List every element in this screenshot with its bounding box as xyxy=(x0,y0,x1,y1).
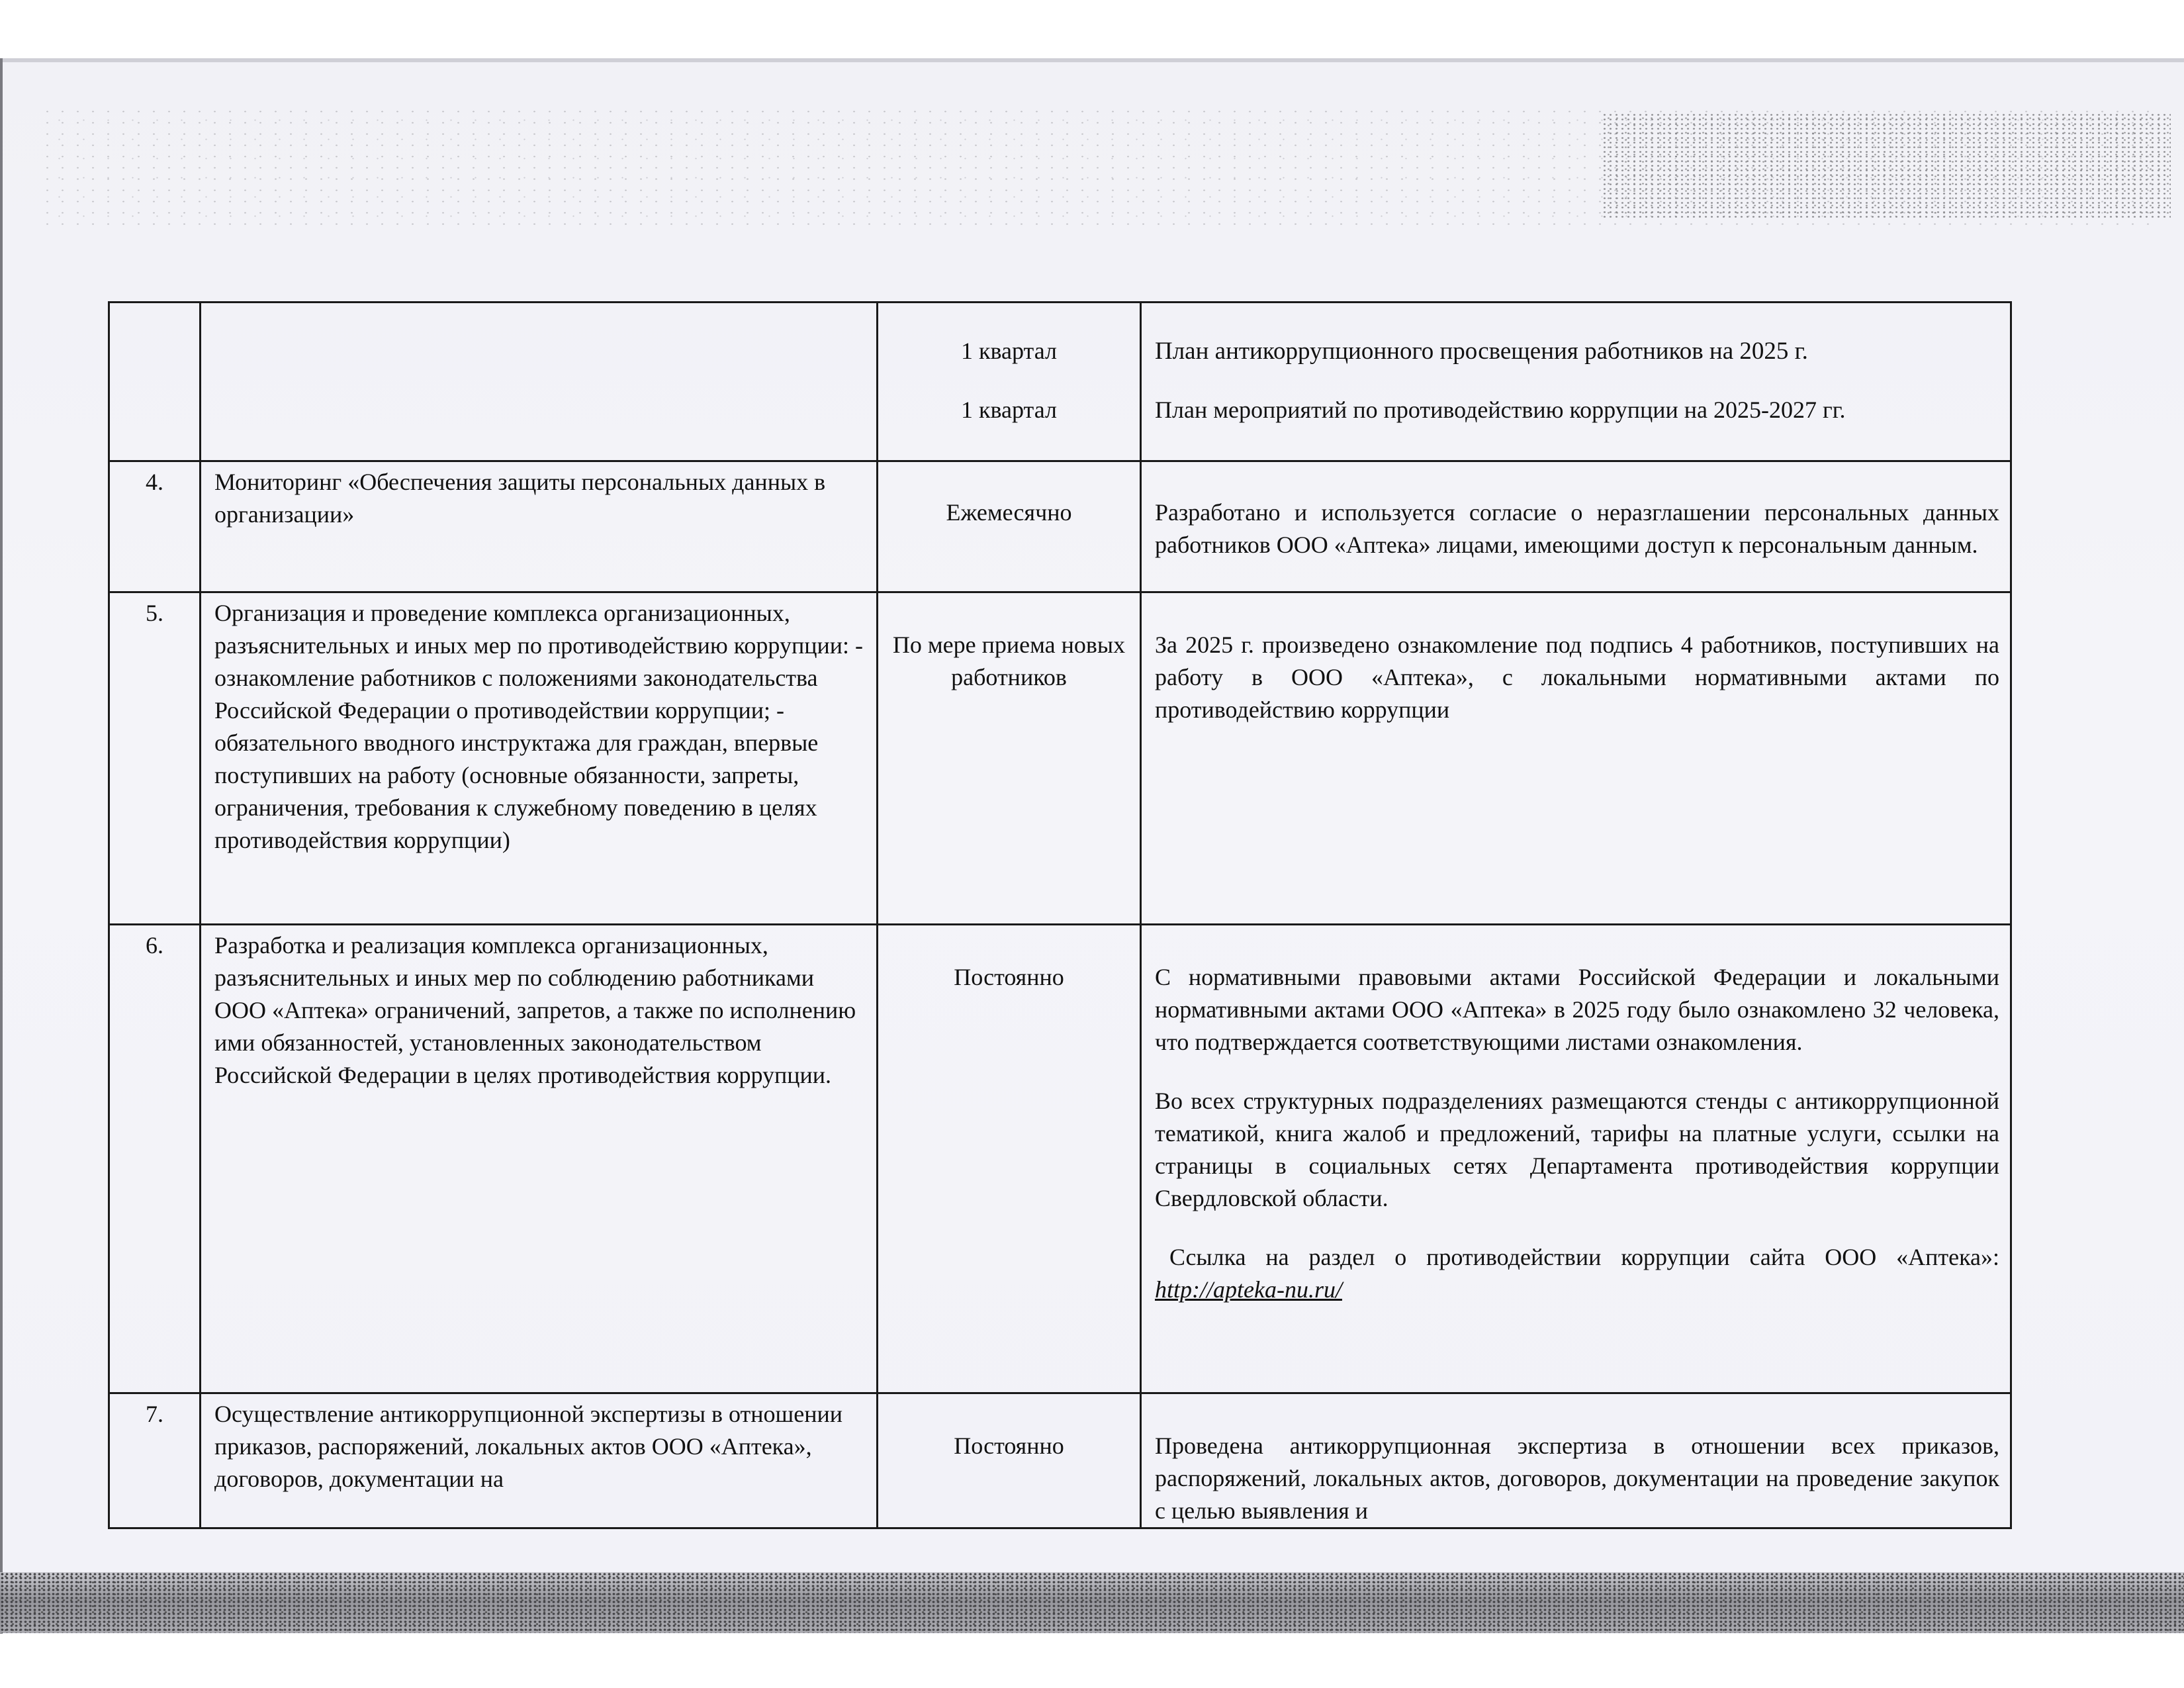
table-row xyxy=(109,592,2011,925)
row-number-cell xyxy=(109,303,201,461)
event-text: Осуществление антикоррупционной экспертизы в отношении приказов, распоряжений, локальных актов ООО «Аптека», договоров, документации на xyxy=(214,1401,843,1492)
event-cell xyxy=(201,592,878,925)
term-text: Постоянно xyxy=(954,1432,1064,1459)
scan-noise-bottom xyxy=(0,1572,2184,1633)
table-row xyxy=(109,925,2011,1393)
table-row xyxy=(109,303,2011,461)
result-text: С нормативными правовыми актами Российской Федерации и локальными нормативными актами ООО «Аптека» в 2025 году было ознакомлено 32 человека, что подтверждается соответствующими листами ознакомления. xyxy=(1155,964,1999,1055)
table-row xyxy=(109,1393,2011,1528)
table-row xyxy=(109,461,2011,592)
event-cell xyxy=(201,461,878,592)
row-number: 5. xyxy=(146,600,163,626)
event-text: Разработка и реализация комплекса организационных, разъяснительных и иных мер по соблюдению работниками ООО «Аптека» ограничений, запретов, а также по исполнению ими обязанностей, установленных законодательством Российской Федерации в целях противодействия коррупции. xyxy=(214,932,856,1088)
row-number-cell xyxy=(109,1393,201,1528)
event-text: Мониторинг «Обеспечения защиты персональных данных в организации» xyxy=(214,469,826,528)
result-text xyxy=(1142,1215,2010,1306)
result-text: План мероприятий по противодействию коррупции на 2025-2027 гг. xyxy=(1155,397,1846,423)
event-text: Организация и проведение комплекса организационных, разъяснительных и иных мер по противодействию коррупции: - ознакомление работников с положениями законодательства Российской Федерации о противодействии коррупции; - обязательного вводного инструктажа для граждан, впервые поступивших на работу (основные обязанности, запреты, ограничения, требования к служебному поведению в целях противодействия коррупции) xyxy=(214,600,863,853)
term-text: 1 квартал xyxy=(961,338,1057,364)
scan-noise-top-right xyxy=(1602,113,2171,218)
term-text: Ежемесячно xyxy=(946,499,1072,526)
result-cell xyxy=(1141,303,2011,461)
measures-table xyxy=(108,301,2012,1529)
term-cell xyxy=(878,303,1141,461)
result-text: Во всех структурных подразделениях размещаются стенды с антикоррупционной тематикой, книга жалоб и предложений, тарифы на платные услуги, ссылки на страницы в социальных сетях Департамента противодействия коррупции Свердловской области. xyxy=(1155,1088,1999,1211)
event-cell xyxy=(201,925,878,1393)
site-link[interactable]: http://apteka-nu.ru/ xyxy=(1155,1276,1342,1303)
result-cell xyxy=(1141,925,2011,1393)
term-text: 1 квартал xyxy=(961,397,1057,423)
scan-left-edge xyxy=(0,58,3,1634)
term-cell xyxy=(878,1393,1141,1528)
row-number-cell xyxy=(109,925,201,1393)
term-cell xyxy=(878,461,1141,592)
event-cell xyxy=(201,303,878,461)
result-cell xyxy=(1141,592,2011,925)
row-number: 7. xyxy=(146,1401,163,1427)
term-text: По мере приема новых работников xyxy=(892,632,1126,690)
term-cell xyxy=(878,592,1141,925)
result-cell xyxy=(1141,1393,2011,1528)
term-text: Постоянно xyxy=(954,964,1064,990)
row-number: 6. xyxy=(146,932,163,959)
result-text: За 2025 г. произведено ознакомление под подпись 4 работников, поступивших на работу в ООО «Аптека», с локальными нормативными актами по противодействию коррупции xyxy=(1155,632,1999,723)
event-cell xyxy=(201,1393,878,1528)
row-number-cell xyxy=(109,592,201,925)
term-cell xyxy=(878,925,1141,1393)
result-text: Проведена антикоррупционная экспертиза в отношении всех приказов, распоряжений, локальных актов, договоров, документации на проведение закупок с целью выявления и xyxy=(1155,1432,1999,1524)
scan-top-edge xyxy=(0,58,2184,62)
row-number: 4. xyxy=(146,469,163,495)
result-text: Разработано и используется согласие о неразглашении персональных данных работников ООО «Аптека» лицами, имеющими доступ к персональным данным. xyxy=(1155,499,1999,558)
site-link-label: Ссылка на раздел о противодействии коррупции сайта ООО «Аптека»: xyxy=(1169,1244,1999,1270)
result-text: План антикоррупционного просвещения работников на 2025 г. xyxy=(1155,338,1808,365)
result-cell xyxy=(1141,461,2011,592)
row-number-cell xyxy=(109,461,201,592)
